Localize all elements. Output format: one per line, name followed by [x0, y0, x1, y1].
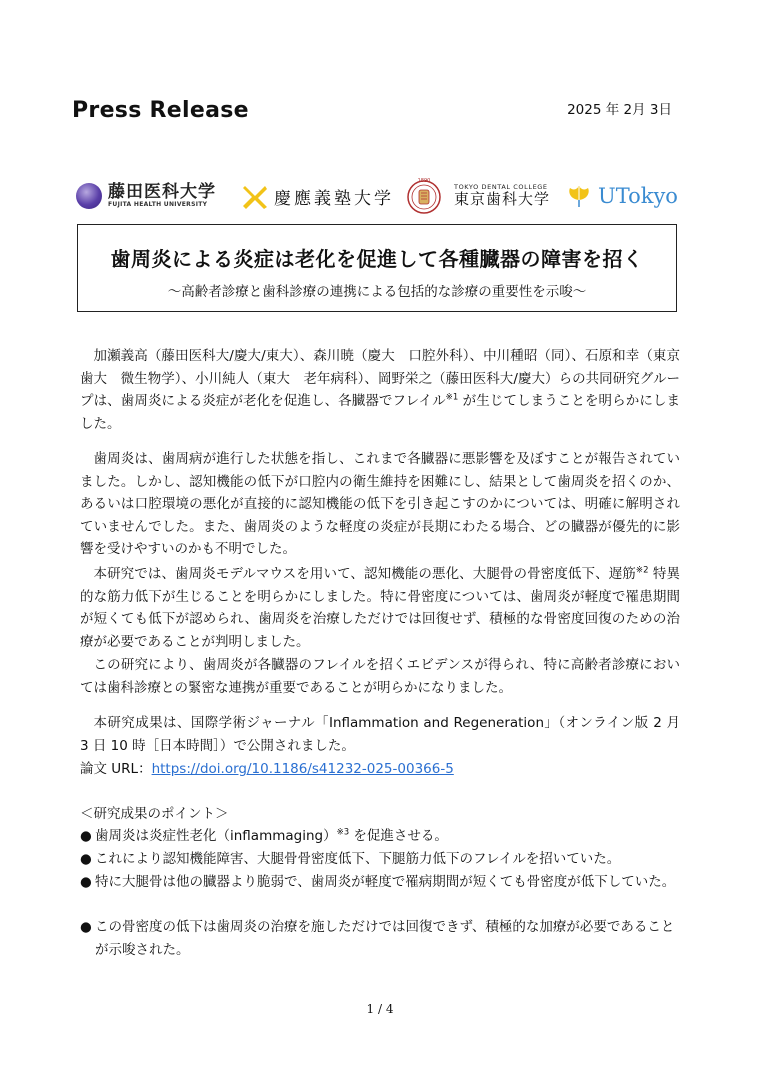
footnote-ref-2: ※2	[635, 565, 649, 576]
findings-text-a: 本研究では、歯周炎モデルマウスを用いて、認知機能の悪化、大腿骨の骨密度低下、遅筋	[93, 566, 636, 582]
point-1-text-a: 歯周炎は炎症性老化（inflammaging）	[95, 828, 337, 844]
summary-text-a: 加瀬義高（藤田医科大/慶大/東大）、森川暁（慶大 口腔外科）、中川種昭（同）、石原和幸（東京歯大 微生物学）、小川純人（東大 老年病科）、岡野栄之（藤田医科大/慶大）らの共同研究グループは、歯周炎による炎症が老化を促進し、各臓器でフレイル	[80, 348, 680, 409]
point-2-text: これにより認知機能障害、大腿骨骨密度低下、下腿筋力低下のフレイルを招いていた。	[95, 851, 621, 867]
background-paragraph: 歯周炎は、歯周病が進行した状態を指し、これまで各臓器に悪影響を及ぼすことが報告されていました。しかし、認知機能の低下が口腔内の衛生維持を困難にし、結果として歯周炎を招くのか、あるいは口腔環境の悪化が直接的に認知機能の低下を引き起こすのかについては、明確に解明されていませんでした。また、歯周炎のような軽度の炎症が長期にわたる場合、どの臓器が優先的に影響を受けやすいのかも不明でした。	[80, 451, 680, 557]
point-3-text: 特に大腿骨は他の臓器より脆弱で、歯周炎が軽度で罹病期間が短くても骨密度が低下していた。	[95, 874, 676, 890]
fujita-logo	[76, 176, 216, 216]
press-release-heading: Press Release	[72, 98, 249, 123]
footnote-ref-1: ※1	[445, 392, 459, 403]
fujita-name-ja: 藤田医科大学	[108, 181, 216, 202]
bullet-icon: ●	[80, 874, 92, 890]
fujita-emblem-icon	[76, 183, 102, 209]
tdc-logo	[404, 176, 550, 216]
paper-url-line	[80, 758, 680, 781]
keio-name: 慶應義塾大学	[274, 188, 394, 209]
point-item	[80, 916, 680, 961]
page-number: 1 / 4	[366, 1002, 394, 1016]
tdc-year: 1890	[417, 178, 431, 184]
utokyo-wordmark: UTokyo	[598, 184, 678, 208]
bullet-icon: ●	[80, 851, 92, 867]
findings-text-b: 特異的な筋力低下が生じることを明らかにしました。特に骨密度については、歯周炎が軽度で罹患期間が短くても低下が認められ、歯周炎を治療しただけでは回復せず、積極的な骨密度回復のための治療が必要であることが判明しました。	[80, 566, 680, 650]
publication-paragraph: 本研究成果は、国際学術ジャーナル「Inflammation and Regeneration」（オンライン版 2 月 3 日 10 時［日本時間］）で公開されました。	[80, 715, 680, 754]
findings-paragraph	[80, 563, 680, 653]
keio-pen-icon	[242, 183, 268, 209]
keio-logo	[242, 176, 394, 216]
point-4-text: この骨密度の低下は歯周炎の治療を施しただけでは回復できず、積極的な加療が必要であることが示唆された。	[95, 919, 675, 958]
footnote-ref-3: ※3	[336, 827, 350, 838]
release-date: 2025 年 2月 3日	[567, 102, 672, 118]
bullet-icon: ●	[80, 828, 92, 844]
points-heading: ＜研究成果のポイント＞	[80, 806, 229, 822]
point-item	[80, 848, 680, 871]
summary-text-b: が生じてしまうことを明らかにしました。	[80, 393, 680, 432]
fujita-name-en: FUJITA HEALTH UNIVERSITY	[108, 200, 208, 208]
paper-doi-link[interactable]: https://doi.org/10.1186/s41232-025-00366-5	[151, 761, 454, 777]
point-item	[80, 825, 680, 848]
significance-paragraph: この研究により、歯周炎が各臓器のフレイルを招くエビデンスが得られ、特に高齢者診療においては歯科診療との緊密な連携が重要であることが明らかになりました。	[80, 657, 680, 696]
bullet-icon: ●	[80, 919, 92, 935]
point-1-text-b: を促進させる。	[349, 828, 448, 844]
paper-url-label: 論文 URL：	[80, 761, 152, 777]
subtitle: ～高齢者診療と歯科診療の連携による包括的な診療の重要性を示唆～	[167, 284, 587, 300]
utokyo-logo	[566, 176, 678, 216]
summary-paragraph	[80, 345, 680, 435]
ginkgo-leaf-icon	[566, 183, 592, 209]
title-box	[77, 224, 677, 312]
tdc-seal-icon	[404, 176, 444, 216]
point-item	[80, 871, 680, 894]
main-title: 歯周炎による炎症は老化を促進して各種臓器の障害を招く	[110, 247, 644, 271]
tdc-name-en: TOKYO DENTAL COLLEGE	[454, 183, 548, 192]
tdc-name-ja: 東京歯科大学	[454, 190, 551, 209]
